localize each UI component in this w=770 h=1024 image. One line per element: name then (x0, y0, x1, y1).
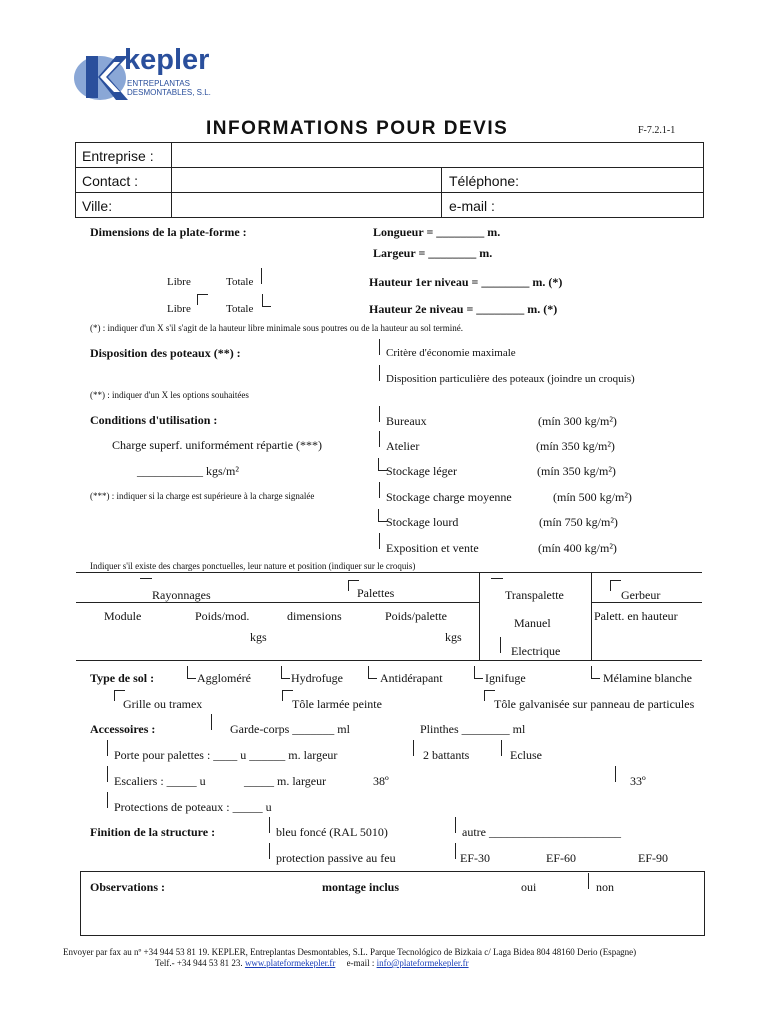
melamine-checkbox[interactable] (591, 666, 600, 679)
hydrofuge-checkbox[interactable] (281, 666, 290, 679)
tole-larmee-label: Tôle larmée peinte (292, 697, 382, 711)
footer-tel: Telf.- +34 944 53 81 23. (155, 958, 243, 968)
angle-33-label: 33º (630, 774, 646, 788)
rayonnages-checkbox[interactable] (140, 578, 152, 579)
electrique-label: Electrique (511, 644, 561, 658)
ignifuge-label: Ignifuge (485, 671, 526, 685)
palett-hauteur-label: Palett. en hauteur (594, 609, 678, 623)
longueur-field[interactable]: Longueur = ________ m. (373, 225, 501, 239)
autre-field[interactable]: autre ______________________ (462, 825, 621, 839)
footer-email-label: e-mail : (346, 958, 375, 968)
protections-field[interactable]: Protections de poteaux : _____ u (114, 800, 272, 814)
conditions-label: Conditions d'utilisation : (90, 413, 218, 427)
garde-corps-checkbox[interactable] (211, 714, 219, 730)
bleu-label: bleu foncé (RAL 5010) (276, 825, 388, 839)
escaliers-largeur-field[interactable]: _____ m. largeur (244, 774, 327, 788)
footer-email-link[interactable]: info@plateformekepler.fr (376, 958, 469, 968)
angle-38-label: 38º (373, 774, 389, 788)
logo-name: kepler (124, 44, 210, 76)
battants-label: 2 battants (423, 748, 470, 762)
hydrofuge-label: Hydrofuge (291, 671, 343, 685)
protection-feu-label: protection passive au feu (276, 851, 396, 865)
bureaux-value: (mín 300 kg/m²) (538, 414, 617, 428)
poteaux-label: Disposition des poteaux (**) : (90, 346, 241, 360)
bureaux-label: Bureaux (386, 414, 427, 428)
battants-checkbox[interactable] (413, 740, 421, 756)
totale-label-1: Totale (226, 276, 254, 288)
melamine-label: Mélamine blanche (603, 671, 692, 685)
rayonnages-label: Rayonnages (152, 588, 211, 602)
palettes-label: Palettes (357, 586, 395, 600)
antiderapant-checkbox[interactable] (368, 666, 377, 679)
non-label: non (596, 880, 614, 894)
grille-label: Grille ou tramex (123, 697, 203, 711)
atelier-label: Atelier (386, 439, 420, 453)
hauteur-note: (*) : indiquer d'un X s'il s'agit de la hauteur libre minimale sous poutres ou de la hauteur au sol terminé. (90, 323, 464, 333)
kepler-logo (70, 46, 240, 106)
garde-corps-field[interactable]: Garde-corps _______ ml (230, 722, 350, 736)
email-label: e-mail : (449, 198, 495, 214)
module-label: Module (104, 609, 142, 623)
charges-note: Indiquer s'il existe des charges ponctuelles, leur nature et position (indiquer sur le croquis) (90, 561, 416, 571)
libre-label-2: Libre (167, 303, 191, 315)
montage-label: montage inclus (322, 880, 400, 894)
manuel-label: Manuel (514, 616, 551, 630)
antiderapant-label: Antidérapant (380, 671, 443, 685)
contact-label: Contact : (82, 173, 139, 189)
stockage-lourd-value: (mín 750 kg/m²) (539, 515, 618, 529)
poteaux-option-2: Disposition particulière des poteaux (joindre un croquis) (386, 373, 635, 385)
contact-field[interactable] (172, 168, 440, 192)
ef90-label: EF-90 (638, 851, 668, 865)
oui-label: oui (521, 880, 537, 894)
ecluse-label: Ecluse (510, 748, 542, 762)
hauteur1-field[interactable]: Hauteur 1er niveau = ________ m. (*) (369, 275, 563, 289)
atelier-value: (mín 350 kg/m²) (536, 439, 615, 453)
totale-checkbox-2[interactable] (262, 294, 271, 307)
transpalette-label: Transpalette (505, 588, 564, 602)
stockage-leger-value: (mín 350 kg/m²) (537, 464, 616, 478)
exposition-value: (mín 400 kg/m²) (538, 541, 617, 555)
gerbeur-label: Gerbeur (621, 588, 661, 602)
libre-checkbox-2[interactable] (197, 294, 208, 305)
stockage-leger-label: Stockage léger (386, 464, 457, 478)
ecluse-checkbox[interactable] (501, 740, 509, 756)
porte-field[interactable]: Porte pour palettes : ____ u ______ m. largeur (114, 748, 338, 762)
dimensions-charge-label: dimensions (287, 609, 342, 623)
stockage-moyenne-label: Stockage charge moyenne (386, 490, 512, 504)
largeur-field[interactable]: Largeur = ________ m. (373, 246, 493, 260)
dimensions-label: Dimensions de la plate-forme : (90, 225, 247, 239)
exposition-label: Exposition et vente (386, 541, 479, 555)
ignifuge-checkbox[interactable] (474, 666, 483, 679)
observations-label: Observations : (90, 880, 165, 894)
totale-checkbox-1[interactable] (261, 268, 269, 284)
kepler-logo-icon (70, 46, 130, 106)
poteaux-option-1: Critère d'économie maximale (386, 347, 516, 359)
sol-label: Type de sol : (90, 671, 155, 685)
accessoires-label: Accessoires : (90, 722, 156, 736)
plinthes-field[interactable]: Plinthes ________ ml (420, 722, 526, 736)
telephone-label: Téléphone: (449, 173, 520, 189)
kgs-label-1: kgs (250, 630, 267, 644)
document-title: INFORMATIONS POUR DEVIS (206, 118, 509, 139)
poids-mod-label: Poids/mod. (195, 609, 250, 623)
footer-web-link[interactable]: www.plateformekepler.fr (244, 958, 336, 968)
ville-field[interactable] (172, 193, 440, 216)
angle-33-checkbox[interactable] (615, 766, 623, 782)
logo-subtitle-2: DESMONTABLES, S.L. (127, 88, 211, 97)
footer-address: Envoyer par fax au nº +34 944 53 81 19. KEPLER, Entreplantas Desmontables, S.L. Parque Tecnológico de Bizkaia c/ Laga Bidea 804 48160 Derio (Espagne) (63, 947, 637, 957)
ef30-label: EF-30 (460, 851, 490, 865)
non-checkbox[interactable] (588, 873, 596, 889)
poteaux-note: (**) : indiquer d'un X les options souhaitées (90, 390, 249, 400)
entreprise-label: Entreprise : (82, 148, 154, 164)
hauteur2-field[interactable]: Hauteur 2e niveau = ________ m. (*) (369, 302, 558, 316)
charge-label: Charge superf. uniformément répartie (***) (112, 438, 323, 452)
charge-kgs-field[interactable]: ___________ kgs/m² (137, 464, 239, 478)
stockage-lourd-label: Stockage lourd (386, 515, 459, 529)
stockage-moyenne-value: (mín 500 kg/m²) (553, 490, 632, 504)
finition-label: Finition de la structure : (90, 825, 216, 839)
gerbeur-checkbox[interactable] (610, 580, 621, 591)
footer-contact (155, 958, 469, 968)
transpalette-checkbox[interactable] (491, 578, 503, 579)
electrique-checkbox[interactable] (500, 637, 508, 653)
kgs-label-2: kgs (445, 630, 462, 644)
agglomere-label: Aggloméré (197, 671, 251, 685)
poids-palette-label: Poids/palette (385, 609, 447, 623)
form-code: F-7.2.1-1 (638, 125, 676, 136)
tole-galva-label: Tôle galvanisée sur panneau de particules (494, 697, 695, 711)
logo-subtitle-1: ENTREPLANTAS (127, 79, 190, 88)
libre-label-1: Libre (167, 276, 191, 288)
charge-note: (***) : indiquer si la charge est supérieure à la charge signalée (90, 491, 315, 501)
ef60-label: EF-60 (546, 851, 576, 865)
ville-label: Ville: (82, 198, 113, 214)
entreprise-field[interactable] (172, 143, 702, 167)
agglomere-checkbox[interactable] (187, 666, 196, 679)
totale-label-2: Totale (226, 303, 254, 315)
escaliers-field[interactable]: Escaliers : _____ u (114, 774, 206, 788)
